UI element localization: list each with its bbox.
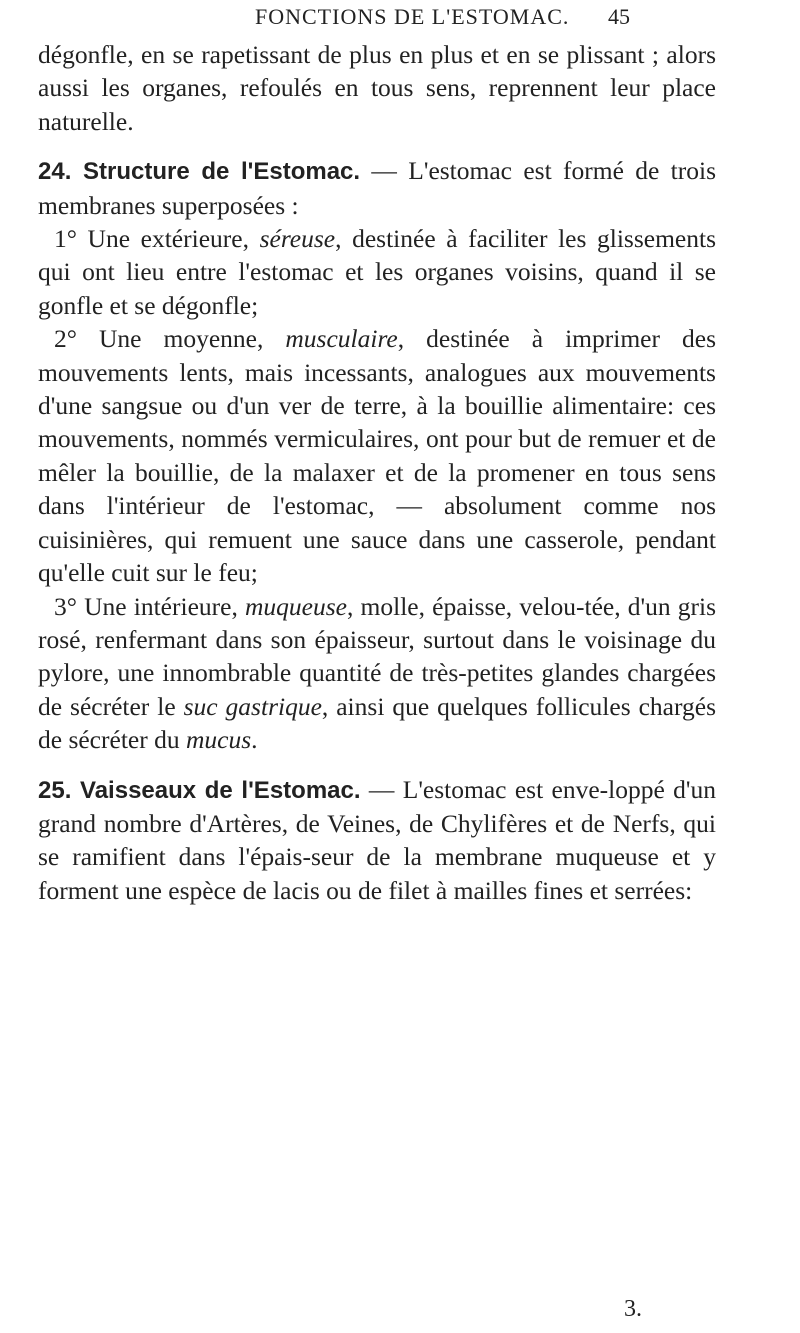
item-2-term: musculaire bbox=[285, 324, 398, 354]
section-25-paragraph bbox=[38, 773, 716, 908]
running-title: FONCTIONS DE L'ESTOMAC. bbox=[255, 4, 570, 29]
page-body bbox=[38, 38, 716, 907]
item-1-term: séreuse bbox=[259, 224, 336, 254]
item-3-term-2: suc gastrique bbox=[183, 691, 322, 721]
item-2-prefix: 2° Une moyenne, bbox=[54, 324, 286, 354]
page-header bbox=[0, 4, 800, 34]
section-25-text: — L'estomac est enve-loppé d'un grand nombre d'Artères, de Veines, de Chylifères et de Nerfs, qui se ramifient dans l'épais-seur de la membrane muqueuse et y forment une espèce de lacis ou de filet à mailles fines et serrées: bbox=[38, 774, 717, 905]
section-24-text: — L'estomac est formé de trois membranes superposées : bbox=[38, 156, 716, 220]
section-24-paragraph bbox=[38, 154, 716, 222]
section-25-heading: 25. Vaisseaux de l'Estomac. bbox=[38, 776, 361, 804]
intro-paragraph: dégonfle, en se rapetissant de plus en plus et en se plissant ; alors aussi les organes, refoulés en tous sens, reprennent leur place naturelle. bbox=[38, 40, 716, 136]
item-3-text-2: , ainsi que quelques follicules chargés de sécréter du bbox=[38, 691, 716, 755]
item-1-text: , destinée à faciliter les glissements qui ont lieu entre l'estomac et les organes voisins, quand il se gonfle et se dégonfle; bbox=[38, 224, 717, 320]
list-item-3 bbox=[38, 590, 716, 757]
item-3-end: . bbox=[251, 725, 258, 755]
item-2-text: , destinée à imprimer des mouvements lents, mais incessants, analogues aux mouvements d'une sangsue ou d'un ver de terre, à la bouillie alimentaire: ces mouvements, nommés vermiculaires, ont pour but de remuer et de mêler la bouillie, de la malaxer et de la promener en tous sens dans l'intérieur de l'estomac, — absolument comme nos cuisinières, qui remuent une sauce dans une casserole, pendant qu'elle cuit sur le feu; bbox=[38, 324, 716, 588]
item-3-term-3: mucus bbox=[185, 725, 252, 755]
section-24-heading: 24. Structure de l'Estomac. bbox=[38, 158, 361, 186]
item-3-term: muqueuse bbox=[245, 591, 347, 621]
item-3-prefix: 3° Une intérieure, bbox=[54, 591, 246, 621]
signature-mark: 3. bbox=[624, 1296, 642, 1322]
page-number: 45 bbox=[608, 4, 630, 29]
list-item-1 bbox=[38, 222, 716, 322]
item-1-prefix: 1° Une extérieure, bbox=[54, 224, 260, 254]
list-item-2 bbox=[38, 322, 716, 589]
item-3-text: , molle, épaisse, velou-tée, d'un gris rosé, renfermant dans son épaisseur, surtout dans le voisinage du pylore, une innombrable quantité de très-petites glandes chargées de sécréter le bbox=[38, 591, 717, 721]
